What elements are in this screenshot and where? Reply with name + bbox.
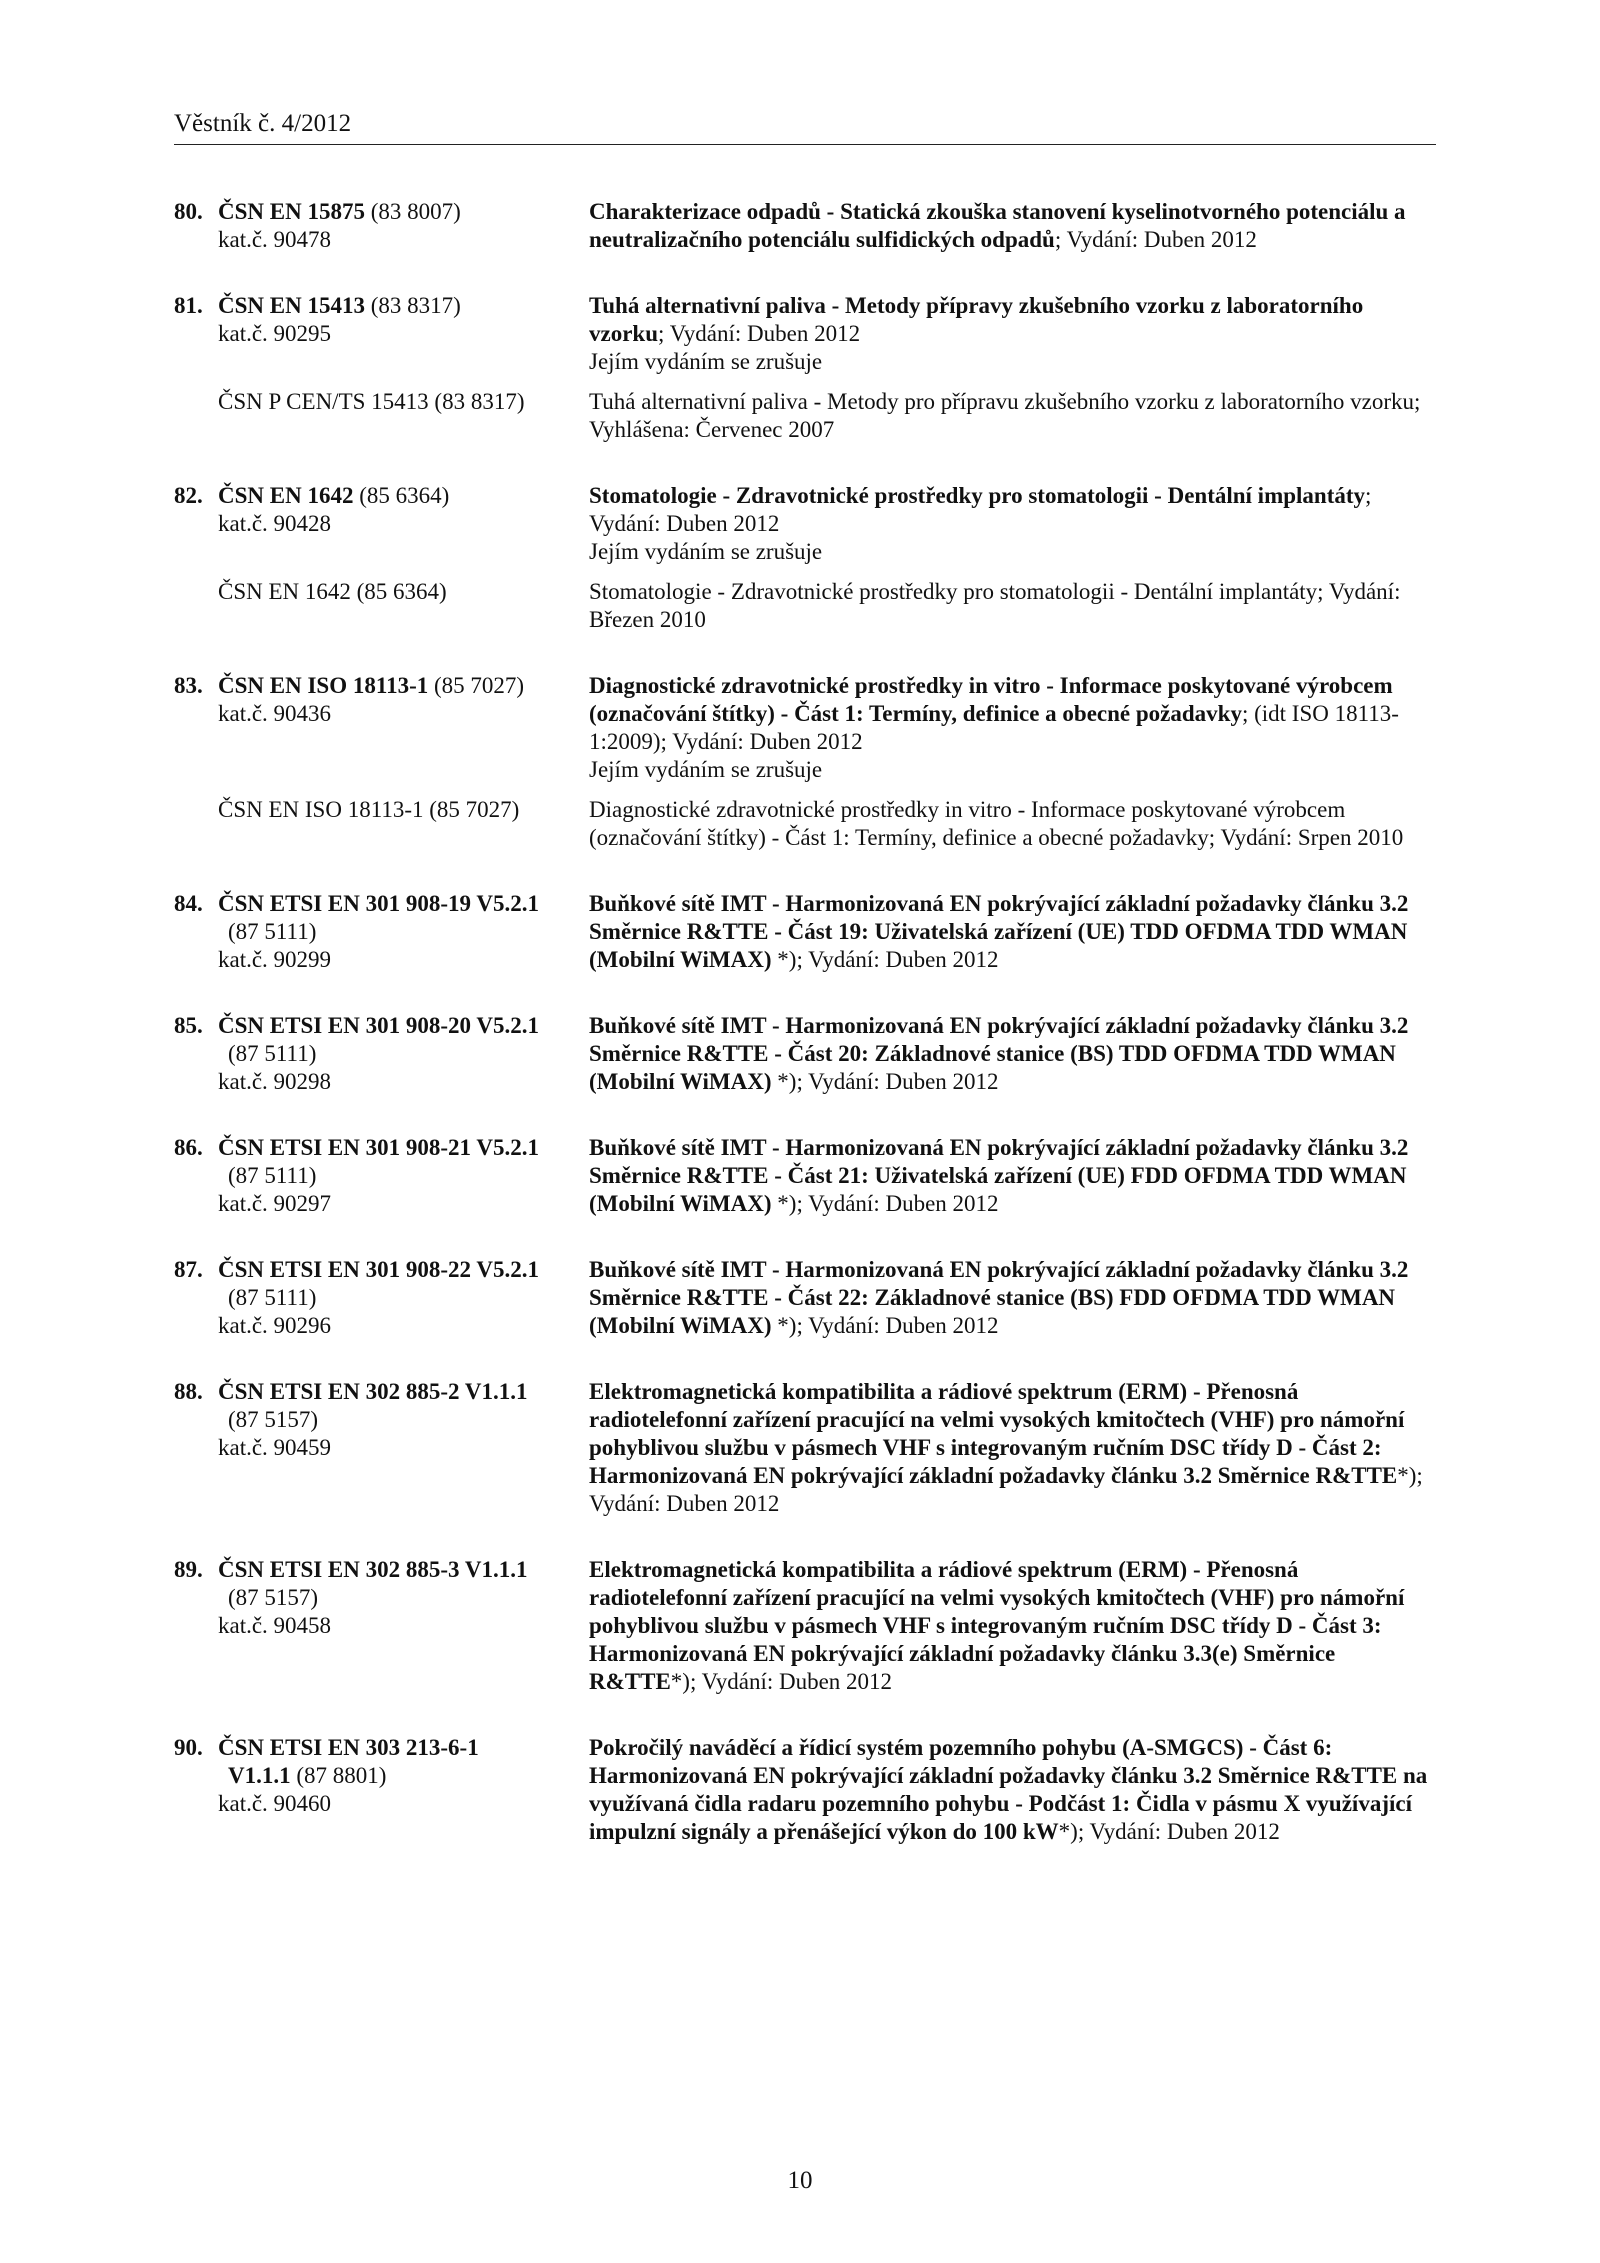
- standard-class-code: (87 5157): [228, 1407, 319, 1432]
- standard-class-code: (87 5111): [228, 1163, 317, 1188]
- entry-left-column: [0, 1556, 589, 1696]
- standard-title: [589, 1256, 1434, 1340]
- standard-code: ČSN ETSI EN 303 213-6-1: [218, 1735, 479, 1760]
- entry-right-column: [589, 578, 1434, 634]
- catalog-number: kat.č. 90459: [218, 1435, 332, 1460]
- entry-left-column: [0, 1134, 589, 1218]
- standard-code-line: [174, 1378, 589, 1406]
- standard-edition: *); Vydání: Duben 2012: [777, 947, 999, 972]
- entry-number: 85.: [174, 1013, 203, 1038]
- entry-number: 81.: [174, 293, 203, 318]
- standard-entry: [0, 890, 1600, 974]
- entry-right-column: [589, 1256, 1434, 1340]
- standard-edition: ; (idt ISO 18113-1:2009); Vydání: Duben 2012: [589, 701, 1399, 754]
- entry-main-row: [0, 1134, 1600, 1218]
- entry-main-row: [0, 482, 1600, 566]
- journal-title: Věstník č. 4/2012: [174, 110, 352, 137]
- catalog-number: kat.č. 90458: [218, 1613, 332, 1638]
- standard-code-line: [174, 672, 589, 700]
- standard-code-line: [174, 890, 589, 918]
- standard-entry: [0, 1378, 1600, 1518]
- standard-code-line: [174, 198, 589, 226]
- standard-title: [589, 1134, 1434, 1218]
- standard-title-bold: Diagnostické zdravotnické prostředky in vitro - Informace poskytované výrobcem (označování štítky) - Část 1: Termíny, definice a obecné požadavky: [589, 673, 1393, 726]
- standard-title-bold: Buňkové sítě IMT - Harmonizovaná EN pokrývající základní požadavky článku 3.2 Směrnice R&TTE - Část 22: Základnové stanice (BS) FDD OFDMA TDD WMAN (Mobilní WiMAX): [589, 1257, 1409, 1338]
- entry-number: 83.: [174, 673, 203, 698]
- entry-left-column: [0, 1256, 589, 1340]
- standard-edition: ; Vydání: Duben 2012: [658, 321, 861, 346]
- standard-code: ČSN EN 1642: [218, 483, 354, 508]
- catalog-number: kat.č. 90460: [218, 1791, 332, 1816]
- entry-number: 87.: [174, 1257, 203, 1282]
- replaced-standard-row: [0, 388, 1600, 444]
- standard-title: [589, 1012, 1434, 1096]
- catalog-number: kat.č. 90478: [218, 227, 332, 252]
- standard-code: ČSN ETSI EN 302 885-3 V1.1.1: [218, 1557, 528, 1582]
- entry-number: 86.: [174, 1135, 203, 1160]
- entry-main-row: [0, 1378, 1600, 1518]
- entry-left-column: [0, 1734, 589, 1846]
- standard-class-code: (87 5157): [228, 1585, 319, 1610]
- replaced-standard-code: ČSN EN ISO 18113-1 (85 7027): [218, 797, 520, 822]
- entry-left-column: [0, 1378, 589, 1518]
- standard-class-code: (85 7027): [428, 673, 525, 698]
- catalog-number: kat.č. 90299: [218, 947, 332, 972]
- standard-class-code: (87 5111): [228, 919, 317, 944]
- entry-right-column: [589, 388, 1434, 444]
- entry-number: 80.: [174, 199, 203, 224]
- entry-right-column: [589, 1378, 1434, 1518]
- standard-code-continuation: [174, 918, 589, 946]
- catalog-number: kat.č. 90296: [218, 1313, 332, 1338]
- catalog-number: kat.č. 90436: [218, 701, 332, 726]
- entry-left-column: [0, 198, 589, 254]
- standard-title: [589, 482, 1434, 538]
- replaces-label: Jejím vydáním se zrušuje: [589, 349, 823, 374]
- replaced-standard-title: Tuhá alternativní paliva - Metody pro přípravu zkušebního vzorku z laboratorního vzorku; Vyhlášena: Červenec 2007: [589, 389, 1421, 442]
- entry-left-column: [0, 482, 589, 566]
- standard-code: ČSN ETSI EN 301 908-22 V5.2.1: [218, 1257, 539, 1282]
- standard-entry: [0, 1012, 1600, 1096]
- entry-right-column: [589, 1012, 1434, 1096]
- standard-code-line: [174, 292, 589, 320]
- standard-title-bold: Stomatologie - Zdravotnické prostředky pro stomatologii - Dentální implantáty: [589, 483, 1366, 508]
- standard-code-line: [174, 1556, 589, 1584]
- entry-main-row: [0, 198, 1600, 254]
- standard-title-bold: Elektromagnetická kompatibilita a rádiové spektrum (ERM) - Přenosná radiotelefonní zařízení pracující na velmi vysokých kmitočtech (VHF) pro námořní pohyblivou službu v pásmech VHF s integrovaným ručním DSC třídy D - Část 3: Harmonizovaná EN pokrývající základní požadavky článku 3.3(e) Směrnice R&TTE: [589, 1557, 1405, 1694]
- standard-title: [589, 198, 1434, 254]
- standard-title-bold: Buňkové sítě IMT - Harmonizovaná EN pokrývající základní požadavky článku 3.2 Směrnice R&TTE - Část 19: Uživatelská zařízení (UE) TDD OFDMA TDD WMAN (Mobilní WiMAX): [589, 891, 1409, 972]
- standard-code-line: [174, 1734, 589, 1762]
- standard-edition: *); Vydání: Duben 2012: [777, 1069, 999, 1094]
- standard-code-line: [174, 1256, 589, 1284]
- catalog-number: kat.č. 90295: [218, 321, 332, 346]
- entry-number: 82.: [174, 483, 203, 508]
- standard-title-bold: Elektromagnetická kompatibilita a rádiové spektrum (ERM) - Přenosná radiotelefonní zařízení pracující na velmi vysokých kmitočtech (VHF) pro námořní pohyblivou službu v pásmech VHF s integrovaným ručním DSC třídy D - Část 2: Harmonizovaná EN pokrývající základní požadavky článku 3.2 Směrnice R&TTE: [589, 1379, 1405, 1488]
- entry-left-column: [0, 1012, 589, 1096]
- entry-left-column: [0, 578, 589, 634]
- entry-right-column: [589, 292, 1434, 376]
- standard-title: [589, 672, 1434, 756]
- standard-version: V1.1.1: [228, 1763, 291, 1788]
- standard-class-code: (87 5111): [228, 1285, 317, 1310]
- entry-main-row: [0, 1556, 1600, 1696]
- standard-title: [589, 890, 1434, 974]
- standard-code-continuation: [174, 1162, 589, 1190]
- entry-left-column: [0, 292, 589, 376]
- standard-code-line: [174, 482, 589, 510]
- standard-title: [589, 1734, 1434, 1846]
- standard-edition: *); Vydání: Duben 2012: [1058, 1819, 1280, 1844]
- standard-entry: [0, 1256, 1600, 1340]
- entry-number: 84.: [174, 891, 203, 916]
- standard-entry: [0, 292, 1600, 444]
- standard-edition: *); Vydání: Duben 2012: [777, 1313, 999, 1338]
- replaced-standard-title: Diagnostické zdravotnické prostředky in vitro - Informace poskytované výrobcem (označování štítky) - Část 1: Termíny, definice a obecné požadavky; Vydání: Srpen 2010: [589, 797, 1404, 850]
- catalog-number: kat.č. 90428: [218, 511, 332, 536]
- standard-class-code: (87 8801): [290, 1763, 387, 1788]
- catalog-number: kat.č. 90297: [218, 1191, 332, 1216]
- standard-code-continuation: [174, 1584, 589, 1612]
- standard-code: ČSN EN ISO 18113-1: [218, 673, 429, 698]
- standard-code-line: [174, 1134, 589, 1162]
- page-number: 10: [787, 2167, 813, 2194]
- entry-right-column: [589, 198, 1434, 254]
- entry-main-row: [0, 890, 1600, 974]
- standard-edition: ; Vydání: Duben 2012: [589, 483, 1372, 536]
- standard-class-code: (83 8317): [364, 293, 461, 318]
- entry-main-row: [0, 292, 1600, 376]
- standard-class-code: (83 8007): [364, 199, 461, 224]
- standard-title-bold: Buňkové sítě IMT - Harmonizovaná EN pokrývající základní požadavky článku 3.2 Směrnice R&TTE - Část 21: Uživatelská zařízení (UE) FDD OFDMA TDD WMAN (Mobilní WiMAX): [589, 1135, 1409, 1216]
- entry-left-column: [0, 672, 589, 784]
- entry-main-row: [0, 1734, 1600, 1846]
- entry-main-row: [0, 1012, 1600, 1096]
- replaces-label: Jejím vydáním se zrušuje: [589, 539, 823, 564]
- standard-title-bold: Tuhá alternativní paliva - Metody přípravy zkušebního vzorku z laboratorního vzorku: [589, 293, 1364, 346]
- standards-list: [0, 198, 1600, 1884]
- page-header: [174, 108, 1436, 145]
- replaced-standard-row: [0, 796, 1600, 852]
- standard-code-line: [174, 1012, 589, 1040]
- standard-code: ČSN ETSI EN 302 885-2 V1.1.1: [218, 1379, 528, 1404]
- entry-right-column: [589, 1734, 1434, 1846]
- standard-edition: *); Vydání: Duben 2012: [589, 1463, 1423, 1516]
- standard-entry: [0, 1556, 1600, 1696]
- replaced-standard-code: ČSN P CEN/TS 15413 (83 8317): [218, 389, 525, 414]
- standard-entry: [0, 1134, 1600, 1218]
- standard-code-continuation: [174, 1284, 589, 1312]
- entry-main-row: [0, 672, 1600, 784]
- standard-title: [589, 1556, 1434, 1696]
- entry-right-column: [589, 796, 1434, 852]
- entry-right-column: [589, 672, 1434, 784]
- standard-entry: [0, 1734, 1600, 1846]
- standard-class-code: (85 6364): [353, 483, 450, 508]
- standard-code: ČSN ETSI EN 301 908-19 V5.2.1: [218, 891, 539, 916]
- entry-right-column: [589, 482, 1434, 566]
- entry-main-row: [0, 1256, 1600, 1340]
- standard-entry: [0, 198, 1600, 254]
- entry-left-column: [0, 890, 589, 974]
- standard-title-bold: Charakterizace odpadů - Statická zkouška stanovení kyselinotvorného potenciálu a neutralizačního potenciálu sulfidických odpadů: [589, 199, 1406, 252]
- standard-title-bold: Buňkové sítě IMT - Harmonizovaná EN pokrývající základní požadavky článku 3.2 Směrnice R&TTE - Část 20: Základnové stanice (BS) TDD OFDMA TDD WMAN (Mobilní WiMAX): [589, 1013, 1409, 1094]
- entry-number: 89.: [174, 1557, 203, 1582]
- entry-right-column: [589, 890, 1434, 974]
- replaced-standard-code: ČSN EN 1642 (85 6364): [218, 579, 447, 604]
- entry-right-column: [589, 1556, 1434, 1696]
- entry-number: 90.: [174, 1735, 203, 1760]
- standard-code-continuation: [174, 1040, 589, 1068]
- standard-code: ČSN EN 15875: [218, 199, 365, 224]
- standard-code: ČSN ETSI EN 301 908-21 V5.2.1: [218, 1135, 539, 1160]
- standard-edition: ; Vydání: Duben 2012: [1054, 227, 1257, 252]
- catalog-number: kat.č. 90298: [218, 1069, 332, 1094]
- standard-title-bold: Pokročilý naváděcí a řídicí systém pozemního pohybu (A-SMGCS) - Část 6: Harmonizovaná EN pokrývající základní požadavky článku 3.2 Směrnice R&TTE na využívaná čidla radaru pozemního pohybu - Podčást 1: Čidla v pásmu X využívající impulzní signály a přenášející výkon do 100 kW: [589, 1735, 1428, 1844]
- standard-code: ČSN EN 15413: [218, 293, 365, 318]
- standard-code-continuation: [174, 1406, 589, 1434]
- entry-left-column: [0, 796, 589, 852]
- standard-title: [589, 292, 1434, 348]
- entry-left-column: [0, 388, 589, 444]
- standard-entry: [0, 672, 1600, 852]
- replaces-label: Jejím vydáním se zrušuje: [589, 757, 823, 782]
- standard-class-code: (87 5111): [228, 1041, 317, 1066]
- standard-edition: *); Vydání: Duben 2012: [670, 1669, 893, 1694]
- standard-edition: *); Vydání: Duben 2012: [777, 1191, 999, 1216]
- entry-number: 88.: [174, 1379, 203, 1404]
- entry-right-column: [589, 1134, 1434, 1218]
- replaced-standard-row: [0, 578, 1600, 634]
- standard-entry: [0, 482, 1600, 634]
- standard-title: [589, 1378, 1434, 1518]
- replaced-standard-title: Stomatologie - Zdravotnické prostředky pro stomatologii - Dentální implantáty; Vydání: Březen 2010: [589, 579, 1401, 632]
- standard-code-continuation: [174, 1762, 589, 1790]
- standard-code: ČSN ETSI EN 301 908-20 V5.2.1: [218, 1013, 539, 1038]
